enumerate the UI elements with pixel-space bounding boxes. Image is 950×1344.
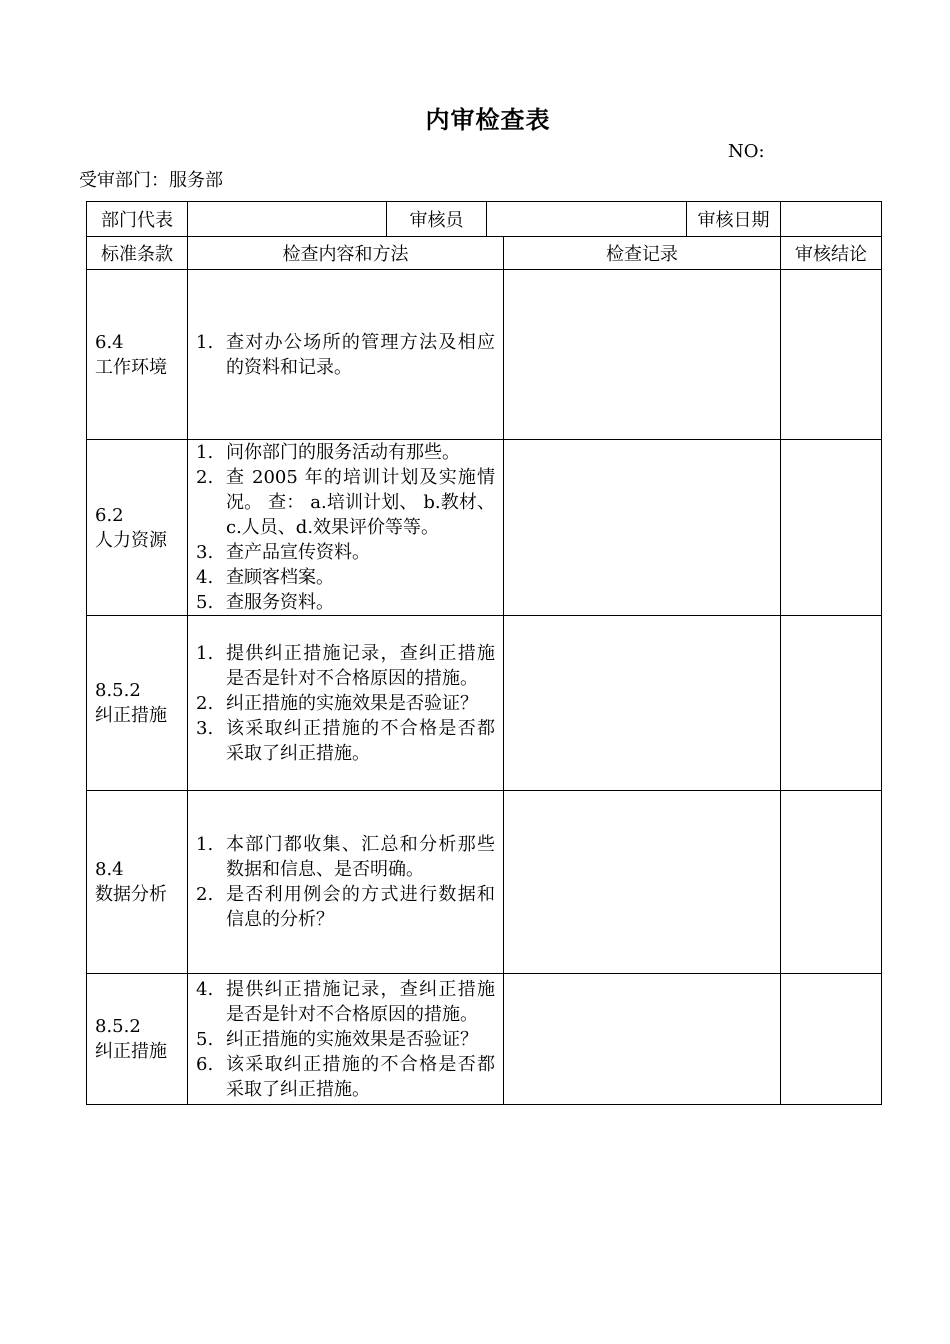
method-cell	[188, 791, 504, 974]
clause-number: 8.5.2	[95, 680, 141, 701]
list-item: 5. 查服务资料。	[196, 592, 334, 613]
record-cell[interactable]	[504, 616, 781, 791]
auditor-field[interactable]	[487, 202, 687, 237]
table-row	[87, 616, 882, 791]
list-item: 2. 是否利用例会的方式进行数据和信息的分析？	[196, 884, 495, 930]
dept-rep-label: 部门代表	[87, 202, 188, 237]
list-item: 1. 问你部门的服务活动有那些。	[196, 442, 460, 463]
table-row	[87, 791, 882, 974]
list-item: 4. 提供纠正措施记录，查纠正措施是否是针对不合格原因的措施。	[196, 978, 495, 1025]
method-cell	[188, 440, 504, 616]
method-cell	[188, 616, 504, 791]
table-row	[87, 270, 882, 440]
clause-number: 8.4	[95, 859, 124, 880]
clause-number: 6.4	[95, 331, 124, 353]
conclusion-cell[interactable]	[781, 616, 882, 791]
dept-rep-field[interactable]	[188, 202, 387, 237]
clause-name: 工作环境	[95, 356, 167, 378]
table-row	[87, 974, 882, 1105]
checklist-table	[86, 236, 882, 1105]
clause-cell	[87, 270, 188, 440]
col-header-clause: 标准条款	[87, 237, 188, 270]
audited-department: 受审部门：服务部	[79, 170, 223, 191]
col-header-record: 检查记录	[504, 237, 781, 270]
clause-number: 6.2	[95, 504, 124, 526]
list-item: 5. 纠正措施的实施效果是否验证？	[196, 1028, 478, 1050]
clause-cell	[87, 440, 188, 616]
method-cell	[188, 974, 504, 1105]
list-item: 2. 查 2005 年的培训计划及实施情况。 查： a.培训计划、 b.教材、c.人员、d.效果评价等等。	[196, 467, 495, 538]
audit-date-field[interactable]	[781, 202, 882, 237]
method-cell	[188, 270, 504, 440]
list-item: 3. 查产品宣传资料。	[196, 542, 370, 563]
clause-cell	[87, 974, 188, 1105]
list-item: 6. 该采取纠正措施的不合格是否都采取了纠正措施。	[196, 1053, 495, 1100]
page-title: 内审检查表	[425, 105, 551, 134]
clause-cell	[87, 791, 188, 974]
clause-number: 8.5.2	[95, 1016, 141, 1037]
list-item: 4. 查顾客档案。	[196, 567, 334, 588]
audit-date-label: 审核日期	[687, 202, 781, 237]
doc-number-label: NO:	[728, 141, 765, 162]
list-item: 2. 纠正措施的实施效果是否验证？	[196, 692, 478, 714]
record-cell[interactable]	[504, 974, 781, 1105]
list-item: 3. 该采取纠正措施的不合格是否都采取了纠正措施。	[196, 717, 495, 764]
conclusion-cell[interactable]	[781, 440, 882, 616]
clause-name: 纠正措施	[95, 1041, 167, 1062]
clause-name: 数据分析	[95, 884, 167, 905]
clause-name: 人力资源	[95, 529, 167, 551]
record-cell[interactable]	[504, 791, 781, 974]
list-item: 1. 本部门都收集、汇总和分析那些数据和信息、是否明确。	[196, 834, 495, 880]
conclusion-cell[interactable]	[781, 974, 882, 1105]
list-item: 1. 提供纠正措施记录，查纠正措施是否是针对不合格原因的措施。	[196, 642, 495, 689]
list-item: 1. 查对办公场所的管理方法及相应的资料和记录。	[196, 331, 495, 378]
conclusion-cell[interactable]	[781, 270, 882, 440]
auditor-label: 审核员	[387, 202, 487, 237]
conclusion-cell[interactable]	[781, 791, 882, 974]
column-header-row	[87, 237, 882, 270]
record-cell[interactable]	[504, 440, 781, 616]
col-header-conclusion: 审核结论	[781, 237, 882, 270]
record-cell[interactable]	[504, 270, 781, 440]
audit-info-table	[86, 201, 882, 237]
col-header-method: 检查内容和方法	[188, 237, 504, 270]
clause-name: 纠正措施	[95, 705, 167, 726]
clause-cell	[87, 616, 188, 791]
table-row	[87, 440, 882, 616]
